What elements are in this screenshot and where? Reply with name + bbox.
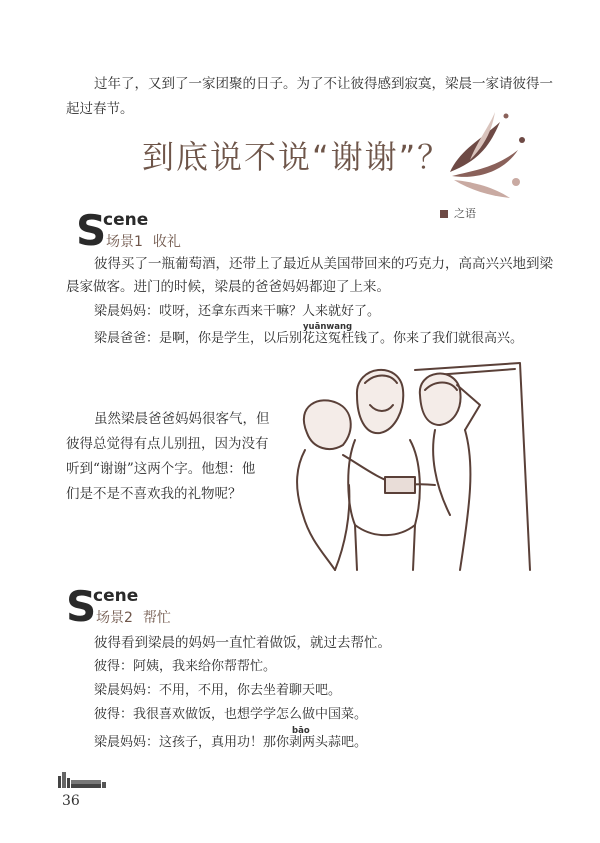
scene-2-dialog-1: 彼得：阿姨，我来给你帮帮忙。 <box>94 659 277 674</box>
scene-2-para: 彼得看到梁晨的妈妈一直忙着做饭，就过去帮忙。 <box>94 635 391 651</box>
scene-2-subtitle <box>96 607 171 627</box>
scene-1-dialog-1: 梁晨妈妈：哎呀，还拿东西来干嘛？人来就好了。 <box>94 304 381 319</box>
pinyin-annotation-2: bāo <box>292 726 310 736</box>
square-icon <box>440 210 448 218</box>
page-number: 36 <box>62 793 80 809</box>
section-tag-label: 之语 <box>454 207 476 220</box>
scene-2-heading <box>66 582 226 631</box>
scene-2-name: 帮忙 <box>142 610 171 626</box>
family-greeting-illustration <box>285 355 535 575</box>
decorative-swirl-icon <box>440 110 530 200</box>
scene-2-dialog-2: 梁晨妈妈：不用，不用，你去坐着聊天吧。 <box>94 683 342 698</box>
scene-1-subtitle <box>106 231 181 251</box>
bookshelf-icon <box>56 770 108 790</box>
scene-1-para-line-1: 彼得买了一瓶葡萄酒，还带上了最近从美国带回来的巧克力，高高兴兴地到梁 <box>94 256 553 272</box>
scene-2-dialog-4: 梁晨妈妈：这孩子，真用功！那你剥两头蒜吧。 <box>94 735 368 750</box>
scene-2-letter: S <box>66 582 97 631</box>
scene-2-label: 场景2 <box>96 610 133 626</box>
side-text-line-3: 听到“谢谢”这两个字。他想：他 <box>66 461 256 477</box>
scene-1-heading <box>76 206 236 255</box>
intro-line-1: 过年了，又到了一家团聚的日子。为了不让彼得感到寂寞，梁晨一家请彼得一 <box>94 76 553 92</box>
scene-2-word: cene <box>93 586 139 606</box>
pinyin-annotation: yuānwang <box>303 322 353 332</box>
scene-1-name: 收礼 <box>152 234 181 250</box>
scene-1-label: 场景1 <box>106 234 143 250</box>
scene-1-letter: S <box>76 206 107 255</box>
scene-1-dialog-2: 梁晨爸爸：是啊，你是学生，以后别花这冤枉钱了。你来了我们就很高兴。 <box>94 331 524 346</box>
side-text-line-1: 虽然梁晨爸爸妈妈很客气，但 <box>94 411 270 427</box>
intro-line-2: 起过春节。 <box>66 101 134 117</box>
section-tag <box>440 205 476 221</box>
side-text-line-2: 彼得总觉得有点儿别扭，因为没有 <box>66 436 269 452</box>
scene-1-word: cene <box>103 210 149 230</box>
scene-1-para-line-2: 晨家做客。进门的时候，梁晨的爸爸妈妈都迎了上来。 <box>66 279 390 295</box>
side-text-line-4: 们是不是不喜欢我的礼物呢？ <box>66 486 242 502</box>
scene-2-dialog-3: 彼得：我很喜欢做饭，也想学学怎么做中国菜。 <box>94 707 368 722</box>
page-title: 到底说不说“谢谢”？ <box>142 138 452 176</box>
